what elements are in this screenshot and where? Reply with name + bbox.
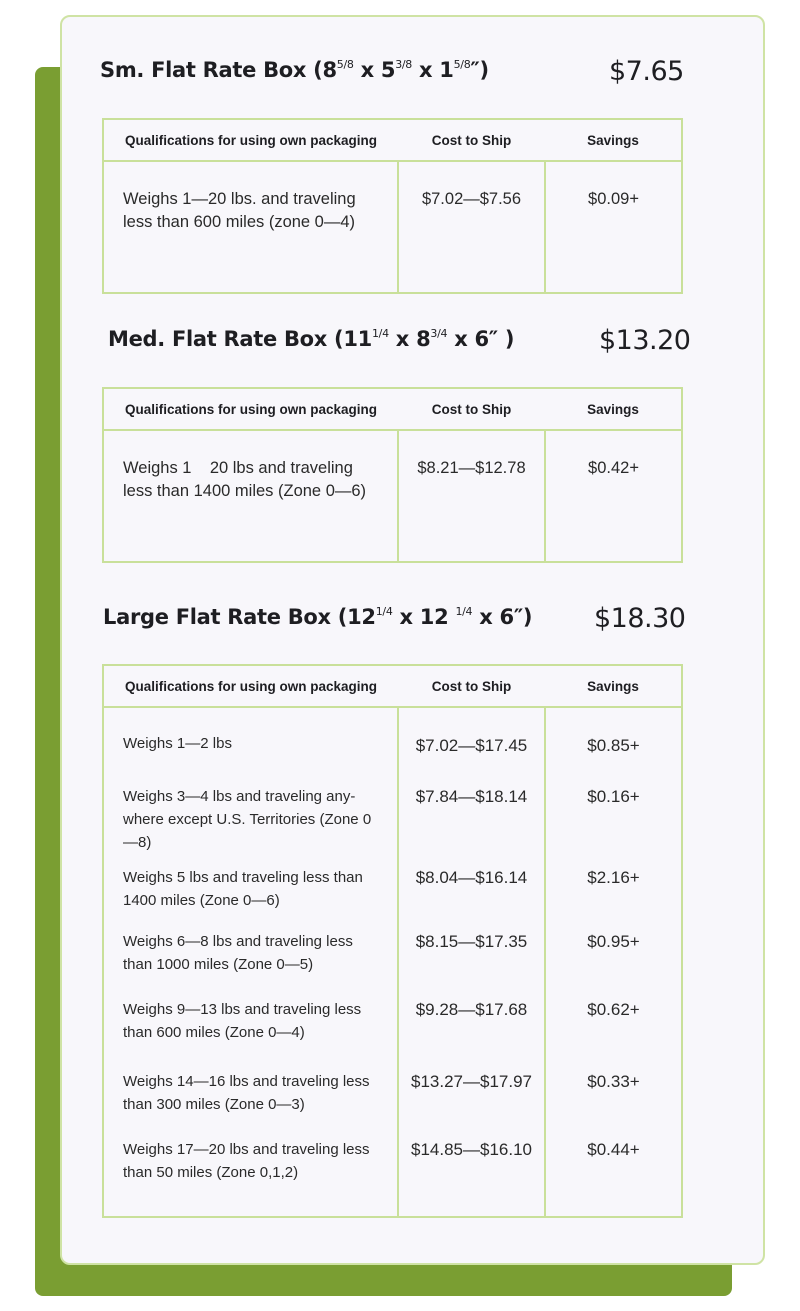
title-part: ″) xyxy=(470,58,489,82)
header-savings: Savings xyxy=(545,388,682,430)
savings-cell: $2.16+ xyxy=(545,854,682,918)
title-part: x 1 xyxy=(412,58,454,82)
qualification-cell: Weighs 1—20 lbs. and traveling less than 600 miles (zone 0—4) xyxy=(123,190,356,231)
small-box-table xyxy=(102,118,683,294)
cost-cell: $7.84—$18.14 xyxy=(398,773,545,854)
large-box-table xyxy=(102,664,683,1218)
savings-cell: $0.44+ xyxy=(545,1126,682,1217)
qualification-cell: Weighs 6—8 lbs and traveling less than 1000 miles (Zone 0—5) xyxy=(123,933,353,973)
qualification-cell: Weighs 14—16 lbs and traveling less than 300 miles (Zone 0—3) xyxy=(123,1073,370,1113)
header-cost: Cost to Ship xyxy=(398,388,545,430)
large-box-price: $18.30 xyxy=(594,603,686,634)
cost-cell: $8.04—$16.14 xyxy=(398,854,545,918)
savings-cell: $0.33+ xyxy=(545,1058,682,1126)
medium-box-title xyxy=(108,327,514,351)
table-row xyxy=(103,854,682,918)
cost-cell: $7.02—$7.56 xyxy=(398,161,545,293)
header-cost: Cost to Ship xyxy=(398,119,545,161)
title-part: x 6″ ) xyxy=(447,327,515,351)
table-row xyxy=(103,986,682,1058)
title-part: x 12 xyxy=(392,605,456,629)
cost-cell: $8.21—$12.78 xyxy=(398,430,545,562)
title-part: Sm. Flat Rate Box (8 xyxy=(100,58,337,82)
large-box-title xyxy=(103,605,532,629)
savings-cell: $0.62+ xyxy=(545,986,682,1058)
title-fraction: 3/4 xyxy=(430,327,448,340)
medium-box-price: $13.20 xyxy=(599,325,691,356)
table-row xyxy=(103,707,682,773)
table-row xyxy=(103,1126,682,1217)
header-savings: Savings xyxy=(545,119,682,161)
table-row xyxy=(103,773,682,854)
title-fraction: 1/4 xyxy=(371,327,389,340)
header-qualifications: Qualifications for using own packaging xyxy=(103,388,398,430)
title-fraction: 1/4 xyxy=(375,605,393,618)
table-row xyxy=(103,1058,682,1126)
header-qualifications: Qualifications for using own packaging xyxy=(103,665,398,707)
qualification-cell: Weighs 5 lbs and traveling less than 1400 miles (Zone 0—6) xyxy=(123,869,363,909)
small-box-price: $7.65 xyxy=(609,56,684,87)
medium-box-table xyxy=(102,387,683,563)
title-fraction: 3/8 xyxy=(395,58,413,71)
table-row xyxy=(103,161,682,293)
title-part: x 5 xyxy=(353,58,396,82)
savings-cell: $0.16+ xyxy=(545,773,682,854)
qualification-cell: Weighs 1—2 lbs xyxy=(123,735,232,752)
title-part: Large Flat Rate Box (12 xyxy=(103,605,376,629)
header-savings: Savings xyxy=(545,665,682,707)
title-part: x 8 xyxy=(388,327,431,351)
cost-cell: $7.02—$17.45 xyxy=(398,707,545,773)
title-fraction: 5/8 xyxy=(453,58,471,71)
cost-cell: $8.15—$17.35 xyxy=(398,918,545,986)
title-fraction: 1/4 xyxy=(455,605,473,618)
title-part: x 6″) xyxy=(472,605,533,629)
qualification-cell: Weighs 9—13 lbs and traveling less than 600 miles (Zone 0—4) xyxy=(123,1001,362,1041)
cost-cell: $14.85—$16.10 xyxy=(398,1126,545,1217)
savings-cell: $0.85+ xyxy=(545,707,682,773)
title-part: Med. Flat Rate Box (11 xyxy=(108,327,372,351)
title-fraction: 5/8 xyxy=(336,58,354,71)
cost-cell: $13.27—$17.97 xyxy=(398,1058,545,1126)
table-row xyxy=(103,918,682,986)
qualification-cell: Weighs 17—20 lbs and traveling less than 50 miles (Zone 0,1,2) xyxy=(123,1141,370,1181)
qualification-cell: Weighs 1 20 lbs and traveling less than 1400 miles (Zone 0—6) xyxy=(123,459,367,500)
qualification-cell: Weighs 3—4 lbs and traveling any-where except U.S. Territories (Zone 0—8) xyxy=(123,788,372,851)
cost-cell: $9.28—$17.68 xyxy=(398,986,545,1058)
header-cost: Cost to Ship xyxy=(398,665,545,707)
small-box-title xyxy=(100,58,489,82)
table-row xyxy=(103,430,682,562)
savings-cell: $0.09+ xyxy=(545,161,682,293)
savings-cell: $0.95+ xyxy=(545,918,682,986)
savings-cell: $0.42+ xyxy=(545,430,682,562)
header-qualifications: Qualifications for using own packaging xyxy=(103,119,398,161)
